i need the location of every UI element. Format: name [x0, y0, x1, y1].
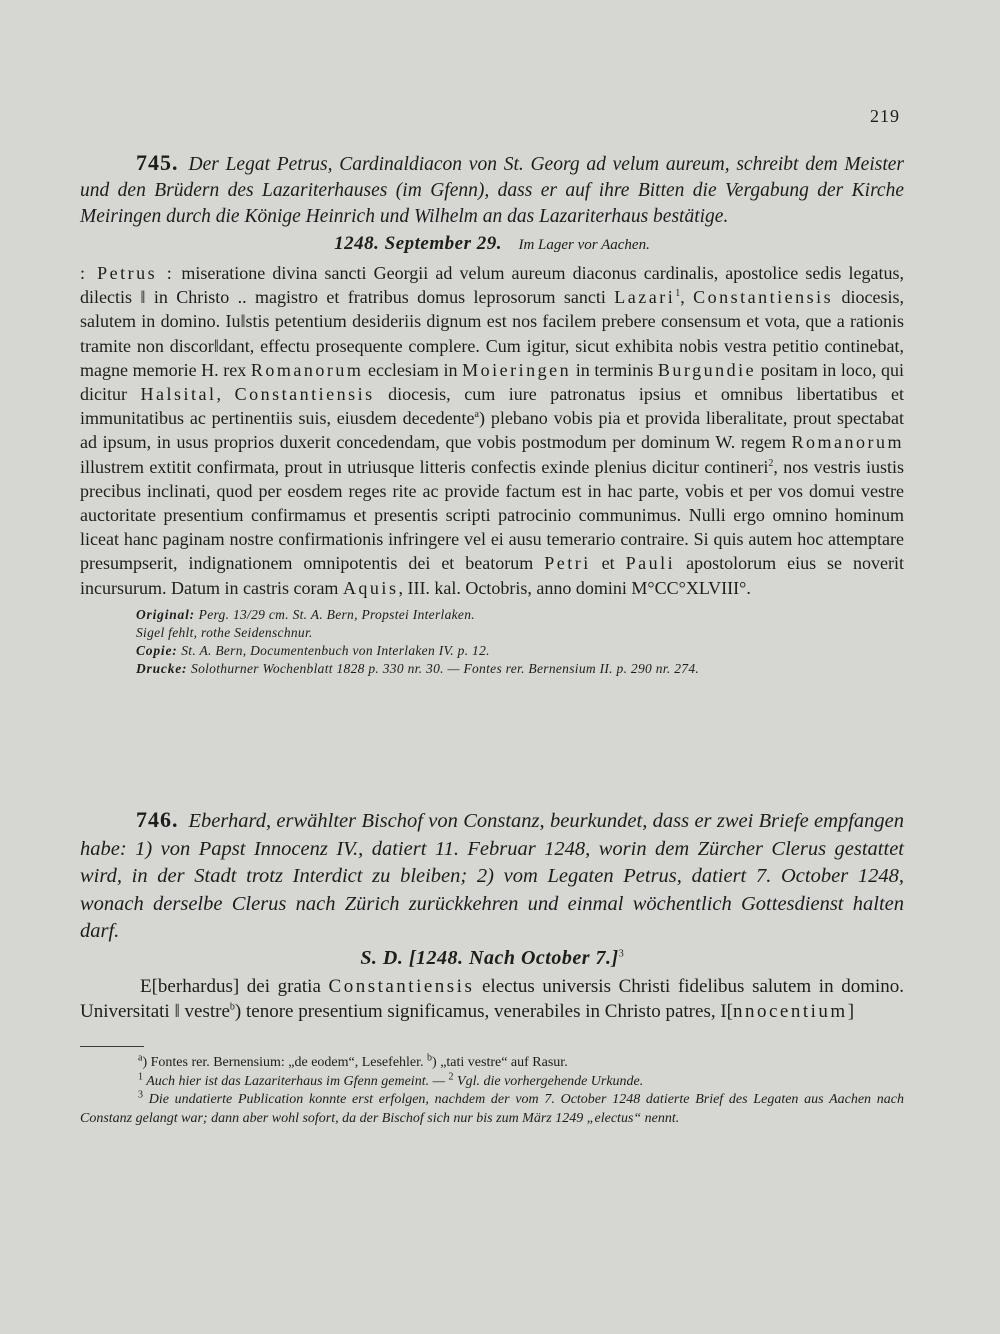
regest-745	[80, 150, 904, 230]
text-segment: Romanorum	[791, 432, 904, 453]
text-segment: Constantiensis	[693, 287, 834, 308]
text-segment: Constantiensis	[328, 975, 475, 997]
footnote-mark: a	[138, 1052, 143, 1064]
text-segment: et	[590, 553, 626, 574]
text-segment: nnocentium	[733, 1000, 848, 1022]
entry-number-745: 745.	[136, 150, 179, 175]
footnote-text: Vgl. die vorhergehende Urkunde.	[453, 1073, 644, 1089]
footnote-text: Auch hier ist das Lazariterhaus im Gfenn gemeint. —	[143, 1073, 449, 1089]
text-segment: ecclesiam in	[363, 359, 463, 380]
text-segment: ,	[680, 287, 694, 308]
note-label: Copie:	[136, 642, 178, 658]
footnotes	[80, 1054, 904, 1128]
date-745: 1248. September 29.	[334, 233, 502, 254]
footnote-divider	[80, 1046, 144, 1047]
text-segment: apostolorum eius se noverit incursurum. Datum in castris coram	[80, 553, 905, 598]
footnote-ref: a	[474, 409, 479, 421]
date-746: S. D. [1248. Nach October 7.]	[360, 946, 619, 969]
charter-text-746	[80, 974, 904, 1024]
page-number: 219	[870, 106, 900, 126]
note-text: Solothurner Wochenblatt 1828 p. 330 nr. 30. — Fontes rer. Bernensium II. p. 290 nr. 274.	[191, 660, 700, 676]
regest-746	[80, 806, 904, 946]
text-segment: Aquis	[342, 577, 399, 598]
note-sigel	[136, 624, 904, 642]
text-segment: miseratione divina sancti Georgii ad velum aureum diaconus cardinalis, apostolice sedis legatus, dilectis ‖ in Christo .. magistro et fratribus domus leprosorum sancti	[80, 263, 904, 308]
footnote-text-critical	[80, 1054, 904, 1073]
text-segment: ,	[216, 384, 235, 405]
text-segment: Constantiensis	[234, 384, 375, 405]
note-copie	[136, 642, 904, 660]
source-notes-745	[136, 606, 904, 678]
text-segment: electus universis Christi fidelibus salutem in domino. Universitati ‖ vestre	[80, 975, 904, 1022]
note-text: St. A. Bern, Documentenbuch von Interlaken IV. p. 12.	[181, 642, 490, 658]
text-segment: Pauli	[625, 553, 676, 574]
text-segment: E[berhardus] dei gratia	[140, 975, 329, 997]
text-segment: , III. kal. Octobris, anno domini M°CC°XLVIII°.	[398, 577, 751, 598]
note-text: Sigel fehlt, rothe Seidenschnur.	[136, 624, 313, 640]
text-segment: , nos vestris iustis precibus inclinati, quod per eosdem reges rite ac provide factum est in hac parte, vobis et per vos domui vestre auctoritate presentium confirmamus et presentis scripti patrocinio communimus. Nulli ergo omnino hominum liceat hanc paginam nostre confirmationis infringere vel ei ausu temerario contraire. Si quis autem hoc attemptare presumpserit, indignationem omnipotentis dei et beatorum	[80, 456, 904, 574]
footnote-mark: 3	[138, 1089, 143, 1101]
footnote-text: ) „tati vestre“ auf Rasur.	[432, 1055, 568, 1070]
date-line-745	[80, 233, 904, 255]
text-segment: positam in loco, qui dicitur	[80, 359, 904, 405]
footnote-ref: b	[229, 1001, 235, 1013]
footnote-ref: 3	[618, 947, 624, 959]
footnote-content-3	[80, 1091, 904, 1128]
text-segment: diocesis, salutem in domino. Iu‖stis petentium desideriis dignum est nos facilem prebere consensum et vota, que a rationis tramite non discor‖dant, effectu prosequente complere. Cum igitur, sicut exhibita nobis vestra petitio continebat, magne memorie H. rex	[80, 287, 905, 380]
footnote-content-1-2	[80, 1070, 904, 1092]
text-segment: in terminis	[571, 359, 658, 380]
footnote-ref: 2	[768, 457, 774, 469]
place-745: Im Lager vor Aachen.	[518, 237, 650, 253]
note-original	[136, 606, 904, 624]
text-segment: Moieringen	[462, 359, 572, 380]
text-segment: Romanorum	[250, 359, 364, 380]
entry-746	[80, 806, 904, 1024]
text-segment: Lazari	[614, 287, 676, 308]
footnote-ref: 1	[675, 288, 681, 300]
text-segment: ]	[847, 1000, 855, 1022]
text-segment: Halsital	[140, 384, 217, 405]
entry-number-746: 746.	[136, 807, 179, 832]
text-segment: diocesis, cum iure patronatus ipsius et omnibus libertatibus et immunitatibus ac pertinentiis suis, eiusdem decedente	[80, 384, 904, 429]
charter-text-745	[80, 261, 904, 600]
text-segment: illustrem extitit confirmata, prout in utriusque litteris confectis exinde plenius dicitur contineri	[80, 456, 769, 477]
regest-text-745: Der Legat Petrus, Cardinaldiacon von St. Georg ad velum aureum, schreibt dem Meister und den Brüdern des Lazariterhauses (im Gfenn), dass er auf ihre Bitten die Vergabung der Kirche Meiringen durch die Könige Heinrich und Wilhelm an das Lazariterhaus bestätige.	[80, 154, 904, 227]
text-segment: ) plebano vobis pia et provida liberalitate, prout spectabat ad ipsum, in usus proprios duxerit concedendam, que vobis postmodum per dominum W. regem	[80, 408, 904, 453]
note-text: Perg. 13/29 cm. St. A. Bern, Propstei Interlaken.	[198, 606, 475, 622]
note-label: Drucke:	[136, 660, 188, 676]
entry-745	[80, 150, 904, 678]
footnote-mark: 2	[448, 1070, 454, 1082]
footnote-mark: 1	[138, 1070, 143, 1082]
footnote-text: Die undatierte Publication konnte erst erfolgen, nachdem der vom 7. October 1248 datierte Brief des Legaten aus Aachen nach Constanz gelangt war; dann aber wohl sofort, da der Bischof sich nur bis zum März 1249 „electus“ nennt.	[80, 1092, 904, 1126]
text-segment: ) tenore presentium significamus, venerabiles in Christo patres, I[	[234, 1000, 733, 1022]
regest-text-746: Eberhard, erwählter Bischof von Constanz, beurkundet, dass er zwei Briefe empfangen habe: 1) von Papst Innocenz IV., datiert 11. Februar 1248, worin dem Zürcher Clerus gestattet wird, in der Stadt trotz Interdict zu bleiben; 2) vom Legaten Petrus, datiert 7. October 1248, wonach derselbe Clerus nach Zürich zurückkehren und einmal wöchentlich Gottesdienst halten darf.	[80, 810, 904, 942]
text-segment: Burgundie	[657, 359, 757, 380]
note-label: Original:	[136, 606, 195, 622]
footnote-mark: b	[427, 1052, 433, 1064]
text-segment: : Petrus :	[80, 263, 175, 283]
date-line-746	[80, 947, 904, 970]
text-segment: Petri	[544, 553, 591, 574]
note-drucke	[136, 660, 904, 678]
footnote-text: ) Fontes rer. Bernensium: „de eodem“, Lesefehler.	[142, 1055, 428, 1070]
